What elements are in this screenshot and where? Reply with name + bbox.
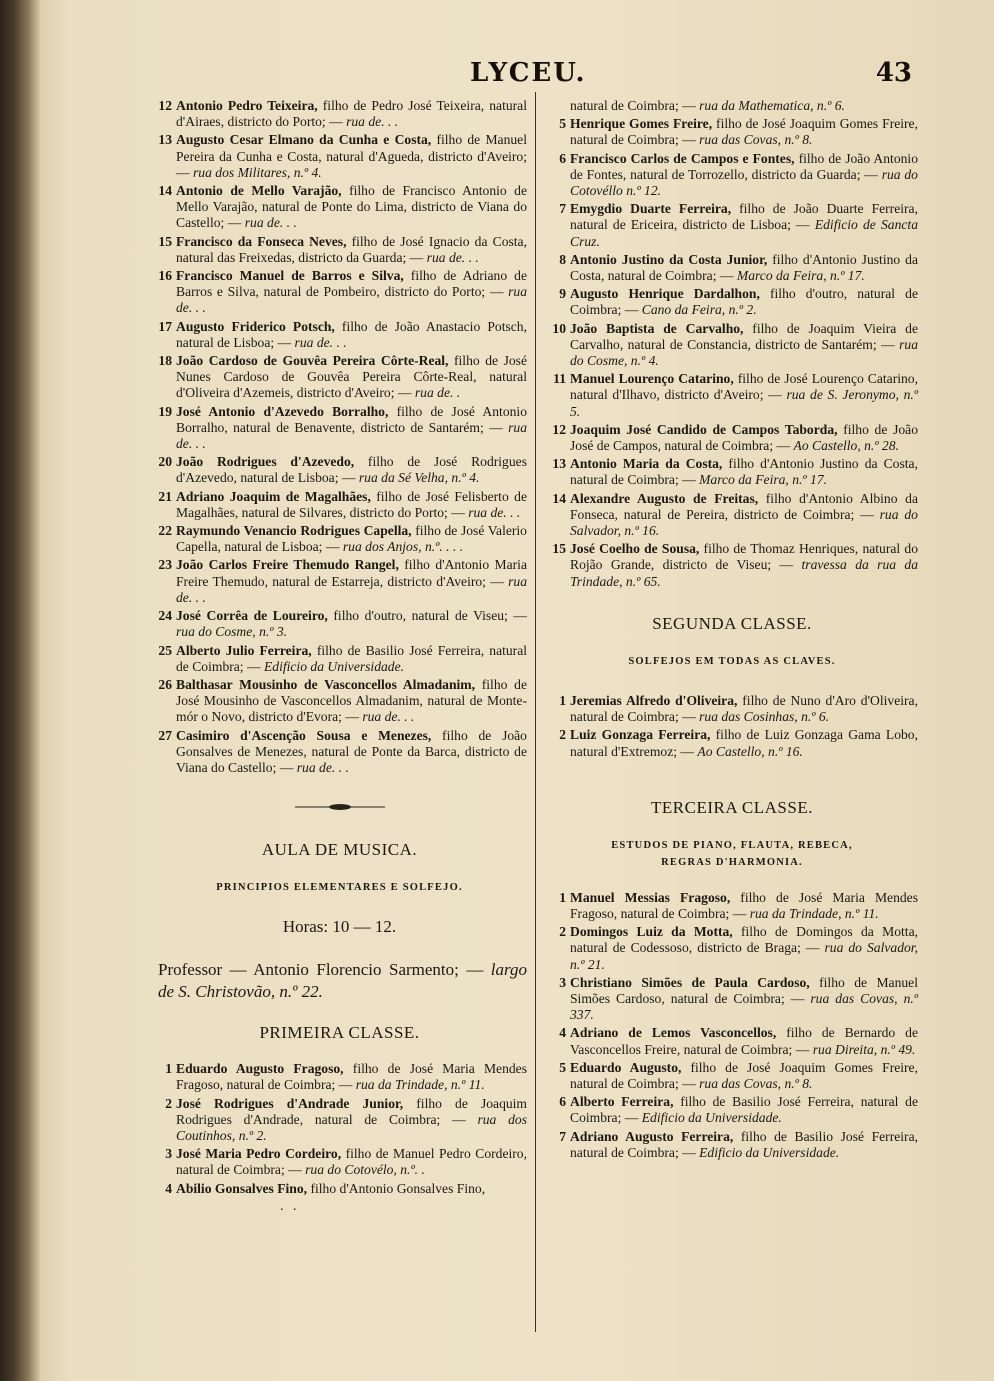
entry-number: 1 [559,692,566,708]
entry-number: 7 [559,201,566,217]
student-details: filho de Basilio José Ferreira, natural de Coimbra; — [176,642,528,674]
student-name: Domingos Luiz da Motta, [570,924,733,940]
student-details: filho de José Felisberto de Magalhães, natural de Silvares, districto do Porto; — [176,488,527,520]
student-details: filho de José Rodrigues d'Azevedo, natural de Lisboa; — [176,454,527,486]
student-details: filho de José Nunes Cardoso de Gouvêa Pereira Côrte-Real, natural d'Oliveira d'Azemeis, districto d'Aveiro; — [176,353,527,401]
student-entry [546,286,918,318]
student-address: rua das Covas, n.º 8. [699,132,813,148]
student-entry [152,523,527,555]
student-address: rua de. . . [176,284,527,316]
student-address: rua do Cotovélo, n.º. . [305,1162,425,1178]
student-address: rua de. . [414,385,461,401]
student-address: rua Direita, n.º 49. [812,1041,916,1057]
student-entry [152,557,527,606]
segunda-classe-list [546,693,918,760]
student-address: rua de. . . [176,573,527,605]
student-name: Eduardo Augusto, [570,1059,682,1075]
student-entry [152,1181,527,1197]
student-address: rua de. . . [244,215,297,231]
student-details: filho de José Lourenço Catarino, natural d'Ilhavo, districto d'Aveiro; — [570,371,919,403]
student-address: rua de. . . [362,709,415,725]
student-entry [546,98,918,114]
entry-number: 7 [559,1128,566,1144]
student-name: Francisco da Fonseca Neves, [176,233,347,249]
student-name: Jeremias Alfredo d'Oliveira, [570,692,738,708]
student-details: filho de José Mousinho de Vasconcellos Almadanim, natural de Monte-mór o Novo, districto d'Evora; — [176,676,527,725]
entry-number: 16 [158,268,172,284]
student-name: Adriano Augusto Ferreira, [570,1128,734,1144]
student-name: Alberto Ferreira, [570,1094,674,1110]
student-entry [546,1129,918,1161]
entry-number: 14 [552,490,566,506]
aula-title: AULA DE MUSICA. [261,840,418,860]
student-name: José Rodrigues d'Andrade Junior, [176,1095,404,1111]
student-address: rua de. . . [468,504,521,520]
student-address: Cano da Feira, n.º 2. [641,302,757,318]
student-entry [546,727,918,759]
entry-number: 4 [559,1025,566,1041]
student-address: Ao Castello, n.º 28. [793,438,899,454]
entry-number: 2 [559,924,566,940]
student-details: filho de José Valerio Capella, natural de Lisboa; — [176,523,527,555]
student-details: filho de Nuno d'Aro d'Oliveira, natural de Coimbra; — [570,692,918,725]
student-details: filho d'Antonio Gonsalves Fino, [307,1180,486,1196]
entry-number: 1 [559,889,566,905]
aula-professor: Professor — Antonio Florencio Sarmento; — largo de S. Christovão, n.º 22. [158,960,527,1002]
student-name: João Carlos Freire Themudo Rangel, [176,557,399,573]
entry-number: 13 [552,456,566,472]
entry-number: 24 [158,608,172,624]
entry-number: 17 [158,318,172,334]
student-entry [152,404,527,453]
student-address: rua do Cosme, n.º 4. [570,336,918,369]
student-details: filho de José Antonio Borralho, natural de Benavente, districto de Santarém; — [176,403,527,435]
student-entry [152,489,527,521]
student-details: filho de Francisco Antonio de Mello Varajão, natural de Ponte do Lima, districto de Viana do Castello; — [176,183,528,231]
student-name: Adriano Joaquim de Magalhães, [176,488,371,504]
entry-number: 5 [559,116,566,132]
student-name: José Maria Pedro Cordeiro, [176,1146,342,1162]
student-address: Edificio da Universidade. [263,658,405,674]
entry-number: 13 [158,132,172,148]
entry-number: 3 [559,974,566,990]
student-address: rua de. . . [346,114,399,130]
student-entry [152,98,527,130]
terceira-classe-list [546,890,918,1161]
student-name: João Cardoso de Gouvêa Pereira Côrte-Real, [176,353,449,369]
student-details: filho de Adriano de Barros e Silva, natural de Pombeiro, districto do Porto; — [176,268,527,300]
student-details: filho d'outro, natural de Coimbra; — [570,286,918,318]
student-entry [152,643,527,675]
student-address: rua do Salvador, n.º 21. [570,940,918,972]
student-address: rua dos Militares, n.º 4. [193,164,322,180]
primeira-classe-title: PRIMEIRA CLASSE. [259,1023,420,1043]
student-name: Antonio Justino da Costa Junior, [570,251,768,267]
entry-number: 12 [552,421,566,437]
student-name: Francisco Carlos de Campos e Fontes, [570,150,795,166]
student-details: natural de Coimbra; — [570,98,700,113]
student-details: filho de Basilio José Ferreira, natural de Coimbra; — [570,1128,919,1160]
entry-number: 9 [559,286,566,302]
student-entry [546,890,918,922]
student-name: João Rodrigues d'Azevedo, [176,454,355,470]
student-details: filho de Bernardo de Vasconcellos Freire, natural de Coimbra; — [570,1025,918,1057]
entry-number: 5 [559,1059,566,1075]
continuation-dots: . . [280,1198,300,1214]
student-entry [152,728,527,777]
student-address: rua de. . . [296,759,349,775]
primeira-classe-list [152,1061,527,1197]
student-entry [152,608,527,640]
student-address: rua de. . . [176,419,527,452]
student-name: Joaquim José Candido de Campos Taborda, [570,421,838,437]
student-name: Augusto Friderico Potsch, [176,318,335,334]
student-details: filho de Luiz Gonzaga Gama Lobo, natural d'Extremoz; — [570,727,918,759]
entry-number: 23 [158,557,172,573]
student-details: filho d'Antonio Albino da Fonseca, natural de Pereira, districto de Coimbra; — [570,490,918,522]
entry-number: 21 [158,488,172,504]
entry-number: 11 [553,371,566,387]
entry-number: 25 [158,642,172,658]
student-entry [546,321,918,370]
entry-number: 18 [158,353,172,369]
student-details: filho de Basilio José Ferreira, natural de Coimbra; — [570,1094,918,1126]
entry-number: 15 [158,233,172,249]
student-name: Casimiro d'Ascenção Sousa e Menezes, [176,727,432,743]
student-address: Ao Castello, n.º 16. [697,743,803,759]
student-address: rua da Mathematica, n.º 6. [699,98,845,113]
student-entry [546,1094,918,1126]
student-entry [546,201,918,250]
student-address: rua da Trindade, n.º 11. [749,905,879,921]
student-entry [152,1146,527,1178]
student-details: filho de Manuel Simões Cardoso, natural de Coimbra; — [570,974,918,1006]
segunda-classe-title: SEGUNDA CLASSE. [652,613,812,633]
entry-number: 12 [158,98,172,113]
student-details: filho de João Anastacio Potsch, natural de Lisboa; — [176,318,527,350]
student-name: José Antonio d'Azevedo Borralho, [176,403,389,419]
student-details: filho de Thomaz Henriques, natural do Rojão Grande, districto de Viseu; — [570,541,918,573]
student-entry [546,491,918,540]
student-details: filho de Manuel Pereira da Cunha e Costa, natural d'Agueda, districto d'Aveiro; — [176,132,527,180]
student-details: filho d'Antonio Maria Freire Themudo, natural de Estarreja, districto d'Aveiro; — [176,557,527,589]
student-details: filho de José Maria Mendes Fragoso, natural de Coimbra; — [570,889,918,921]
student-address: rua de. . . [294,334,347,350]
student-address: rua de S. Jeronymo, n.º 5. [570,387,919,419]
page-number: 43 [875,58,912,88]
student-address: rua das Covas, n.º 337. [570,990,918,1023]
student-list-continued [152,98,527,776]
student-name: Alexandre Augusto de Freitas, [570,490,759,506]
student-address: Edificio da Universidade. [641,1110,782,1126]
student-entry [546,1025,918,1057]
student-name: João Baptista de Carvalho, [570,320,744,336]
student-address: rua das Cosinhas, n.º 6. [699,709,830,725]
student-details: filho de João Antonio de Fontes, natural de Torrozello, districto da Guarda; — [570,150,918,182]
student-address: Marco da Feira, n.º 17. [736,268,865,284]
student-details: filho de José Joaquim Gomes Freire, natural de Coimbra; — [570,1059,918,1091]
student-details: filho de José Maria Mendes Fragoso, natural de Coimbra; — [176,1061,528,1093]
student-entry [546,422,918,454]
aula-subtitle: PRINCIPIOS ELEMENTARES E SOLFEJO. [216,882,463,894]
student-entry [152,319,527,351]
student-name: Antonio Maria da Costa, [570,456,723,472]
student-entry [546,371,918,420]
segunda-classe-subtitle: SOLFEJOS EM TODAS AS CLAVES. [628,655,836,667]
student-details: filho de Manuel Pedro Cordeiro, natural de Coimbra; — [176,1146,527,1178]
student-address: rua da Trindade, n.º 11. [355,1077,485,1093]
aula-hours: Horas: 10 — 12. [282,917,397,937]
entry-number: 27 [158,727,172,743]
student-name: Eduardo Augusto Fragoso, [176,1061,344,1077]
student-entry [546,693,918,725]
entry-number: 22 [158,523,172,539]
student-entry [152,677,527,726]
student-name: Augusto Cesar Elmano da Cunha e Costa, [176,132,432,148]
student-name: Abilio Gonsalves Fino, [176,1180,308,1196]
student-entry [546,541,918,590]
student-name: Manuel Lourenço Catarino, [570,371,734,387]
student-details: filho de José Joaquim Gomes Freire, natural de Coimbra; — [570,116,918,148]
right-column [546,98,918,1163]
student-entry [152,132,527,181]
terceira-classe-title: TERCEIRA CLASSE. [651,797,813,817]
student-entry [546,151,918,200]
entry-number: 19 [158,403,172,419]
student-entry [152,454,527,486]
student-name: Antonio Pedro Teixeira, [176,98,318,113]
column-divider [535,92,536,1332]
entry-number: 2 [165,1095,172,1111]
student-details: filho de João José de Campos, natural de Coimbra; — [570,421,918,454]
student-details: filho de Domingos da Motta, natural de Codessoso, districto de Braga; — [570,924,918,956]
entry-number: 10 [552,320,566,336]
entry-number: 6 [559,150,566,166]
student-entry [546,252,918,284]
student-name: Alberto Julio Ferreira, [176,642,312,658]
student-entry [152,1061,527,1093]
student-address: rua do Cotovéllo n.º 12. [570,166,918,199]
student-address: Edificio de Sancta Cruz. [570,217,918,249]
student-name: Emygdio Duarte Ferreira, [570,201,732,217]
entry-number: 14 [158,183,172,199]
student-name: Christiano Simões de Paula Cardoso, [570,974,810,990]
entry-number: 26 [158,676,172,692]
entry-number: 6 [559,1094,566,1110]
student-entry [152,183,527,232]
section-ornament [295,802,385,812]
left-column [152,98,527,1215]
student-entry [546,1060,918,1092]
student-entry [546,456,918,488]
student-name: José Coelho de Sousa, [570,541,700,557]
entry-number: 1 [165,1061,172,1077]
entry-number: 3 [165,1146,172,1162]
student-address: rua dos Coutinhos, n.º 2. [176,1111,528,1143]
student-entry [152,268,527,317]
student-details: filho de Joaquim Vieira de Carvalho, natural de Constancia, districto de Santarém; — [570,320,919,352]
entry-number: 15 [552,541,566,557]
student-address: rua da Sé Velha, n.º 4. [358,470,480,486]
student-name: Augusto Henrique Dardalhon, [570,286,760,302]
student-address: Edificio da Universidade. [699,1144,840,1160]
student-details: filho d'outro, natural de Viseu; — [327,608,527,624]
student-name: Luiz Gonzaga Ferreira, [570,727,711,743]
student-entry [546,924,918,973]
student-entry [546,975,918,1024]
entry-number: 20 [158,454,172,470]
student-details: filho de João Gonsalves de Menezes, natural de Ponte da Barca, districto de Viana do Castello; — [176,727,527,775]
student-address: rua de. . . [426,249,479,265]
entry-number: 4 [165,1180,172,1196]
primeira-classe-list-continued [546,98,918,590]
student-name: Adriano de Lemos Vasconcellos, [570,1025,777,1041]
student-name: Antonio de Mello Varajão, [176,183,342,199]
student-address: rua do Salvador, n.º 16. [570,506,918,539]
student-name: Manuel Messias Fragoso, [570,889,731,905]
student-name: Balthasar Mousinho de Vasconcellos Almadanim, [176,676,476,692]
student-entry [152,1096,527,1145]
terceira-classe-subtitle-line1: ESTUDOS DE PIANO, FLAUTA, REBECA, [611,839,853,851]
student-entry [546,116,918,148]
student-entry [152,353,527,402]
student-name: Francisco Manuel de Barros e Silva, [176,268,404,284]
student-address: rua das Covas, n.º 8. [699,1075,813,1091]
entry-number: 2 [559,727,566,743]
student-details: filho de Pedro José Teixeira, natural d'Airaes, districto do Porto; — [176,98,527,130]
entry-number: 8 [559,251,566,267]
student-address: travessa da rua da Trindade, n.º 65. [570,557,919,589]
terceira-classe-subtitle-line2: REGRAS D'HARMONIA. [661,856,803,868]
student-address: rua do Cosme, n.º 3. [176,624,288,640]
book-spine-shadow [0,0,40,1381]
student-address: Marco da Feira, n.º 17. [699,472,828,488]
student-name: Henrique Gomes Freire, [570,116,713,132]
student-details: filho de José Ignacio da Costa, natural das Freixedas, districto da Guarda; — [176,233,527,265]
student-details: filho de João Duarte Ferreira, natural de Ericeira, districto de Lisboa; — [570,201,918,233]
student-details: filho d'Antonio Justino da Costa, natural de Coimbra; — [570,456,918,488]
running-header-title: LYCEU. [470,58,587,88]
student-details: filho d'Antonio Justino da Costa, natural de Coimbra; — [570,251,918,284]
student-details: filho de Joaquim Rodrigues d'Andrade, natural de Coimbra; — [176,1095,528,1127]
student-entry [152,234,527,266]
student-address: rua dos Anjos, n.º. . . . [342,539,464,555]
student-name: Raymundo Venancio Rodrigues Capella, [176,523,412,539]
student-name: José Corrêa de Loureiro, [176,608,328,624]
